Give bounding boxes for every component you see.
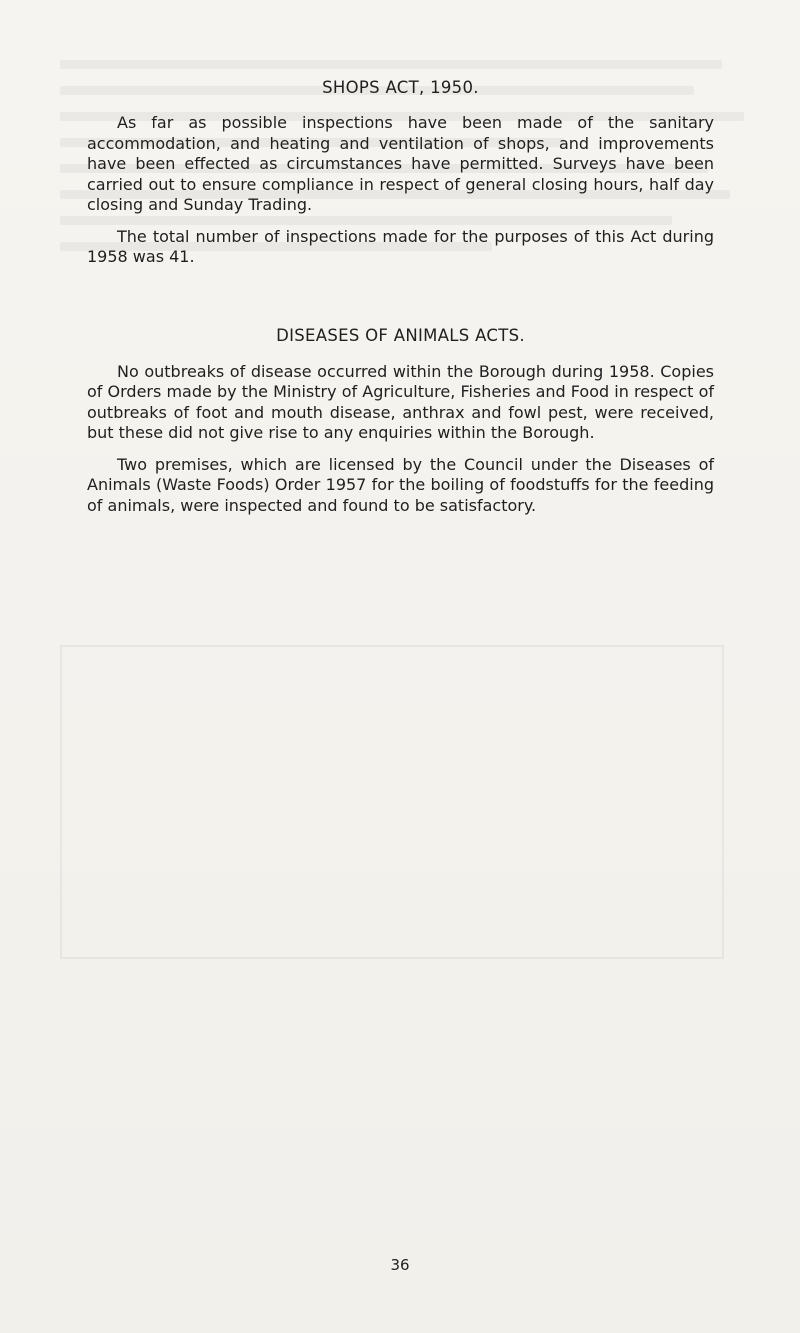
shops-act-section <box>87 78 714 268</box>
diseases-paragraph-2: Two premises, which are licensed by the Council under the Diseases of Animals (Waste Foods) Order 1957 for the boiling of foodstuffs for the feeding of animals, were inspected and found to be satisfactory. <box>87 454 714 515</box>
page-number: 36 <box>390 1256 410 1274</box>
shops-act-paragraph-2: The total number of inspections made for the purposes of this Act during 1958 was 41. <box>87 226 714 266</box>
diseases-paragraph-1: No outbreaks of disease occurred within the Borough during 1958. Copies of Orders made by the Ministry of Agriculture, Fisheries and Food in respect of outbreaks of foot and mouth disease, anthrax and fowl pest, were received, but these did not give rise to any enquiries within the Borough. <box>87 361 714 442</box>
diseases-of-animals-section <box>87 326 714 517</box>
document-body <box>87 78 714 527</box>
shops-act-paragraph-1: As far as possible inspections have been made of the sanitary accommodation, and heating and ventilation of shops, and improvements have been effected as circumstances have permitted. Surveys have been carried out to ensure compliance in respect of general closing hours, half day closing and Sunday Trading. <box>87 113 714 214</box>
section-heading-shops-act: SHOPS ACT, 1950. <box>322 78 479 97</box>
section-heading-diseases-of-animals: DISEASES OF ANIMALS ACTS. <box>276 325 525 345</box>
